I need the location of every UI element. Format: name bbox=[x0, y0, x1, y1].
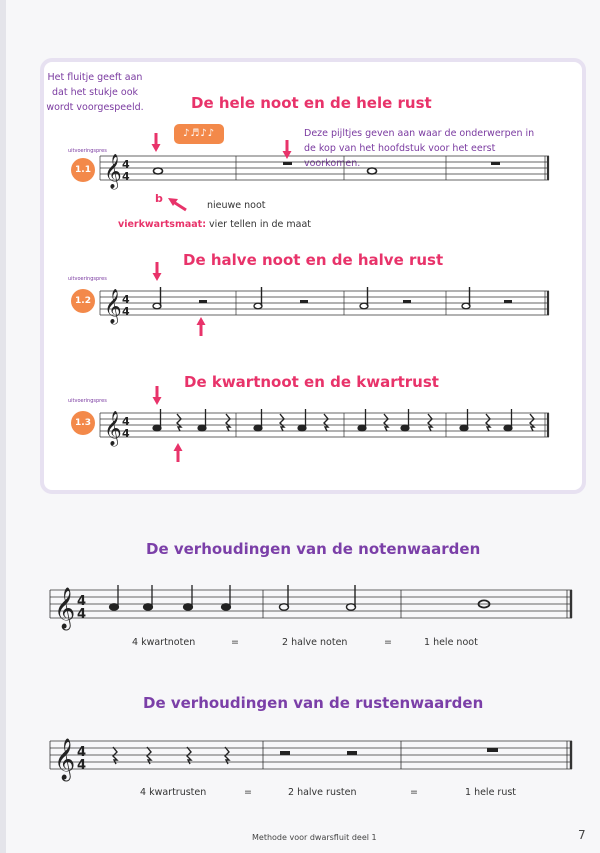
whole-rest bbox=[487, 748, 498, 752]
vierkwartsmaat-term: vierkwartsmaat: bbox=[118, 219, 207, 230]
caption-half-notes: 2 halve noten bbox=[282, 637, 348, 648]
whole-rest bbox=[491, 162, 500, 165]
relations-rests-title: De verhoudingen van de rustenwaarden bbox=[143, 694, 484, 712]
half-notes bbox=[153, 287, 470, 309]
treble-clef-icon: 𝄞 bbox=[54, 588, 76, 629]
quarter-rests bbox=[113, 747, 229, 764]
caption-equals: = bbox=[410, 787, 418, 798]
quarter-rests bbox=[177, 414, 534, 431]
time-signature-top: 4 bbox=[122, 158, 130, 171]
caption-quarter-rests: 4 kwartrusten bbox=[140, 787, 207, 798]
arrow-up-icon bbox=[174, 443, 183, 462]
caption-half-rests: 2 halve rusten bbox=[288, 787, 357, 798]
time-signature-bottom: 4 bbox=[122, 170, 130, 183]
svg-text:4: 4 bbox=[122, 305, 130, 318]
staff-1-3 bbox=[100, 413, 549, 437]
svg-text:4: 4 bbox=[122, 415, 130, 428]
arrow-down-icon bbox=[153, 386, 162, 405]
arrow-diagonal-icon bbox=[168, 198, 186, 210]
svg-text:4: 4 bbox=[122, 427, 130, 440]
page-number: 7 bbox=[578, 828, 586, 842]
footer-text: Methode voor dwarsfluit deel 1 bbox=[252, 833, 377, 842]
whole-note bbox=[154, 168, 163, 174]
section-title-hele: De hele noot en de hele rust bbox=[191, 94, 432, 112]
track-label: uitvoeringspres bbox=[68, 148, 107, 154]
caption-whole-rest: 1 hele rust bbox=[465, 787, 517, 798]
section-title-kwart: De kwartnoot en de kwartrust bbox=[184, 373, 439, 391]
arrow-down-icon bbox=[152, 133, 161, 152]
section-title-halve: De halve noot en de halve rust bbox=[183, 251, 444, 269]
staff-relations-rests bbox=[50, 741, 572, 769]
svg-text:4: 4 bbox=[77, 758, 87, 773]
svg-text:4: 4 bbox=[77, 594, 87, 609]
track-badge-1-1[interactable]: 1.1 bbox=[71, 158, 95, 182]
staff-1-2 bbox=[100, 291, 549, 315]
arrow-up-icon bbox=[197, 317, 206, 336]
svg-text:4: 4 bbox=[77, 745, 87, 760]
track-badge-1-2[interactable]: 1.2 bbox=[71, 289, 95, 313]
svg-text:4: 4 bbox=[122, 293, 130, 306]
half-rests bbox=[280, 751, 357, 755]
svg-text:4: 4 bbox=[77, 607, 87, 622]
half-notes bbox=[280, 585, 356, 610]
arrow-explanation: Deze pijltjes geven aan waar de onderwerpen in de kop van het hoofdstuk voor het eerst voorkomen. bbox=[304, 128, 535, 169]
treble-clef-icon: 𝄞 bbox=[104, 411, 122, 446]
treble-clef-icon: 𝄞 bbox=[54, 739, 76, 780]
track-badge-1-3[interactable]: 1.3 bbox=[71, 411, 95, 435]
flute-explanation: Het fluitje geeft aan dat het stukje ook wordt voorgespeeld. bbox=[46, 72, 144, 113]
staff-1-1 bbox=[100, 156, 549, 180]
arrow-down-icon bbox=[153, 262, 162, 281]
caption-whole-note: 1 hele noot bbox=[424, 637, 478, 648]
quarter-notes bbox=[110, 585, 231, 610]
whole-note bbox=[368, 168, 377, 174]
new-note-label: nieuwe noot bbox=[207, 200, 266, 211]
track-label: uitvoeringspres bbox=[68, 276, 107, 282]
caption-equals: = bbox=[384, 637, 392, 648]
quarter-notes bbox=[153, 409, 512, 431]
b-label: b bbox=[155, 192, 163, 205]
relations-notes-title: De verhoudingen van de notenwaarden bbox=[146, 540, 481, 558]
caption-equals: = bbox=[244, 787, 252, 798]
staff-relations-notes bbox=[50, 590, 572, 618]
vierkwartsmaat-text: vier tellen in de maat bbox=[206, 219, 312, 230]
caption-quarter-notes: 4 kwartnoten bbox=[132, 637, 196, 648]
treble-clef-icon: 𝄞 bbox=[104, 154, 122, 189]
treble-clef-icon: 𝄞 bbox=[104, 289, 122, 324]
track-label: uitvoeringspres bbox=[68, 398, 107, 404]
caption-equals: = bbox=[231, 637, 239, 648]
flute-icon: ♪♬♪♪ bbox=[174, 124, 224, 144]
whole-rest bbox=[283, 162, 292, 165]
